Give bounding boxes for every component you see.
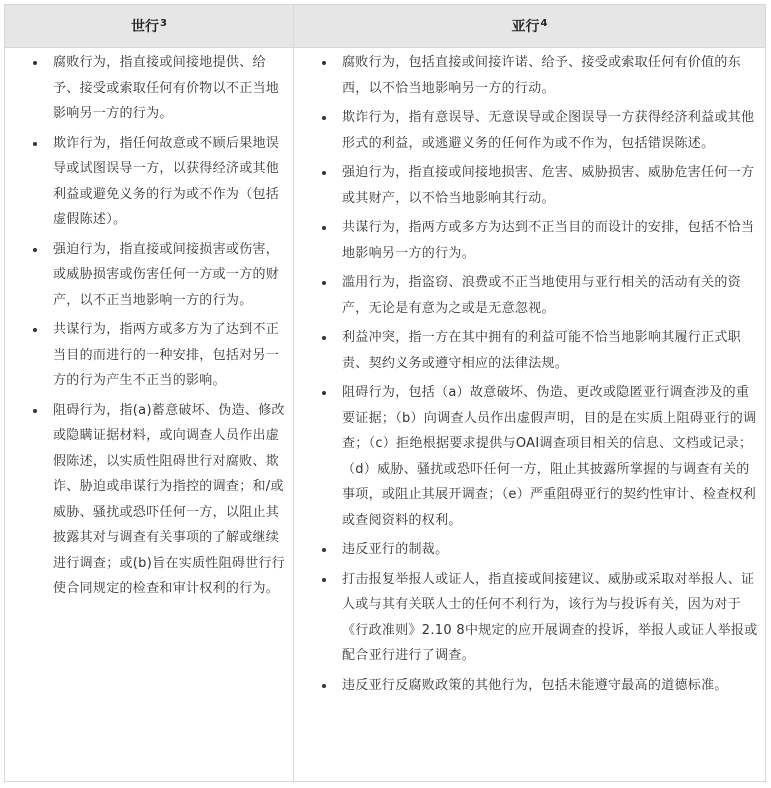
- adb-column: [294, 48, 765, 781]
- list-item: [5, 237, 293, 314]
- world-bank-list: [5, 50, 293, 602]
- list-item-text: 强迫行为，指直接或间接地损害、危害、威胁损害、威胁危害任何一方或其财产，以不恰当地影响其行动。: [342, 165, 755, 206]
- bullet-icon: [322, 684, 326, 688]
- list-item-text: 共谋行为，指两方或多方为了达到不正当目的而进行的一种安排，包括对另一方的行为产生不正当的影响。: [53, 322, 280, 388]
- bullet-icon: [33, 409, 37, 413]
- list-item: [294, 567, 765, 669]
- list-item-text: 欺诈行为，指有意误导、无意误导或企图误导一方获得经济利益或其他形式的利益，或逃避义务的任何作为或不作为，包括错误陈述。: [342, 110, 755, 151]
- list-item: [294, 270, 765, 321]
- list-item: [5, 398, 293, 602]
- header-world-bank: [5, 5, 294, 47]
- list-item: [5, 317, 293, 394]
- list-item-text: 阻碍行为，包括（a）故意破坏、伪造、更改或隐匿亚行调查涉及的重要证据；（b）向调查人员作出虚假声明，目的是在实质上阻碍亚行的调查；（c）拒绝根据要求提供与OAI调查项目相关的信息、文档或记录；（d）威胁、骚扰或恐吓任何一方，阻止其披露所掌握的与调查有关的事项，或阻止其展开调查；（e）严重阻碍亚行的契约性审计、检查权利或查阅资料的权利。: [342, 385, 757, 528]
- list-item-text: 强迫行为，指直接或间接损害或伤害，或威胁损害或伤害任何一方或一方的财产，以不正当地影响一方的行为。: [53, 241, 280, 308]
- bullet-icon: [33, 328, 37, 332]
- list-item: [294, 50, 765, 101]
- header-adb-title: 亚行: [511, 19, 540, 35]
- header-adb: [294, 5, 765, 47]
- footnote-ref-3[interactable]: 3: [160, 17, 167, 29]
- list-item-text: 滥用行为，指盗窃、浪费或不正当地使用与亚行相关的活动有关的资产，无论是有意为之或是无意忽视。: [342, 275, 742, 316]
- bullet-icon: [322, 171, 326, 175]
- world-bank-column: [5, 48, 294, 781]
- list-item: [294, 160, 765, 211]
- table-header: [5, 5, 765, 48]
- list-item: [5, 50, 293, 127]
- list-item: [294, 537, 765, 563]
- bullet-icon: [322, 226, 326, 230]
- list-item-text: 阻碍行为，指(a)蓄意破坏、伪造、修改或隐瞒证据材料，或向调查人员作出虚假陈述，以实质性阻碍世行对腐败、欺诈、胁迫或串谋行为指控的调查；和/或威胁、骚扰或恐吓任何一方，以阻止其披露其对与调查有关事项的了解或继续进行调查；或(b)旨在实质性阻碍世行行使合同规定的检查和审计权利的行为。: [53, 402, 286, 596]
- table-body: [5, 48, 765, 781]
- comparison-table: [4, 4, 766, 782]
- list-item-text: 违反亚行的制裁。: [342, 542, 449, 557]
- list-item-text: 利益冲突，指一方在其中拥有的利益可能不恰当地影响其履行正式职责、契约义务或遵守相应的法律法规。: [342, 330, 742, 371]
- header-world-bank-title: 世行: [131, 19, 160, 35]
- bullet-icon: [33, 248, 37, 252]
- bullet-icon: [322, 578, 326, 582]
- list-item: [294, 105, 765, 156]
- bullet-icon: [322, 391, 326, 395]
- footnote-ref-4[interactable]: 4: [540, 17, 548, 29]
- list-item-text: 欺诈行为，指任何故意或不顾后果地误导或试图误导一方，以获得经济或其他利益或避免义务的行为或不作为（包括虚假陈述）。: [53, 135, 280, 227]
- bullet-icon: [322, 116, 326, 120]
- list-item-text: 违反亚行反腐败政策的其他行为，包括未能遵守最高的道德标准。: [342, 677, 728, 693]
- list-item-text: 腐败行为，指直接或间接地提供、给予、接受或索取任何有价物以不正当地影响另一方的行为。: [53, 55, 280, 121]
- bullet-icon: [322, 336, 326, 340]
- list-item: [294, 673, 765, 699]
- bullet-icon: [322, 548, 326, 552]
- list-item-text: 打击报复举报人或证人，指直接或间接建议、威胁或采取对举报人、证人或与其有关联人士的任何不利行为，该行为与投诉有关，因为对于《行政准则》2.10 8中规定的应开展调查的投诉，举报人或证人举报或配合亚行进行了调查。: [342, 571, 758, 663]
- bullet-icon: [33, 142, 37, 146]
- list-item: [294, 380, 765, 533]
- list-item: [5, 131, 293, 233]
- bullet-icon: [33, 61, 37, 65]
- list-item-text: 腐败行为，包括直接或间接许诺、给予、接受或索取任何有价值的东西，以不恰当地影响另一方的行动。: [342, 55, 742, 96]
- list-item: [294, 215, 765, 266]
- adb-list: [294, 50, 765, 698]
- list-item: [294, 325, 765, 376]
- list-item-text: 共谋行为，指两方或多方为达到不正当目的而设计的安排，包括不恰当地影响另一方的行为。: [342, 220, 755, 261]
- bullet-icon: [322, 281, 326, 285]
- bullet-icon: [322, 61, 326, 65]
